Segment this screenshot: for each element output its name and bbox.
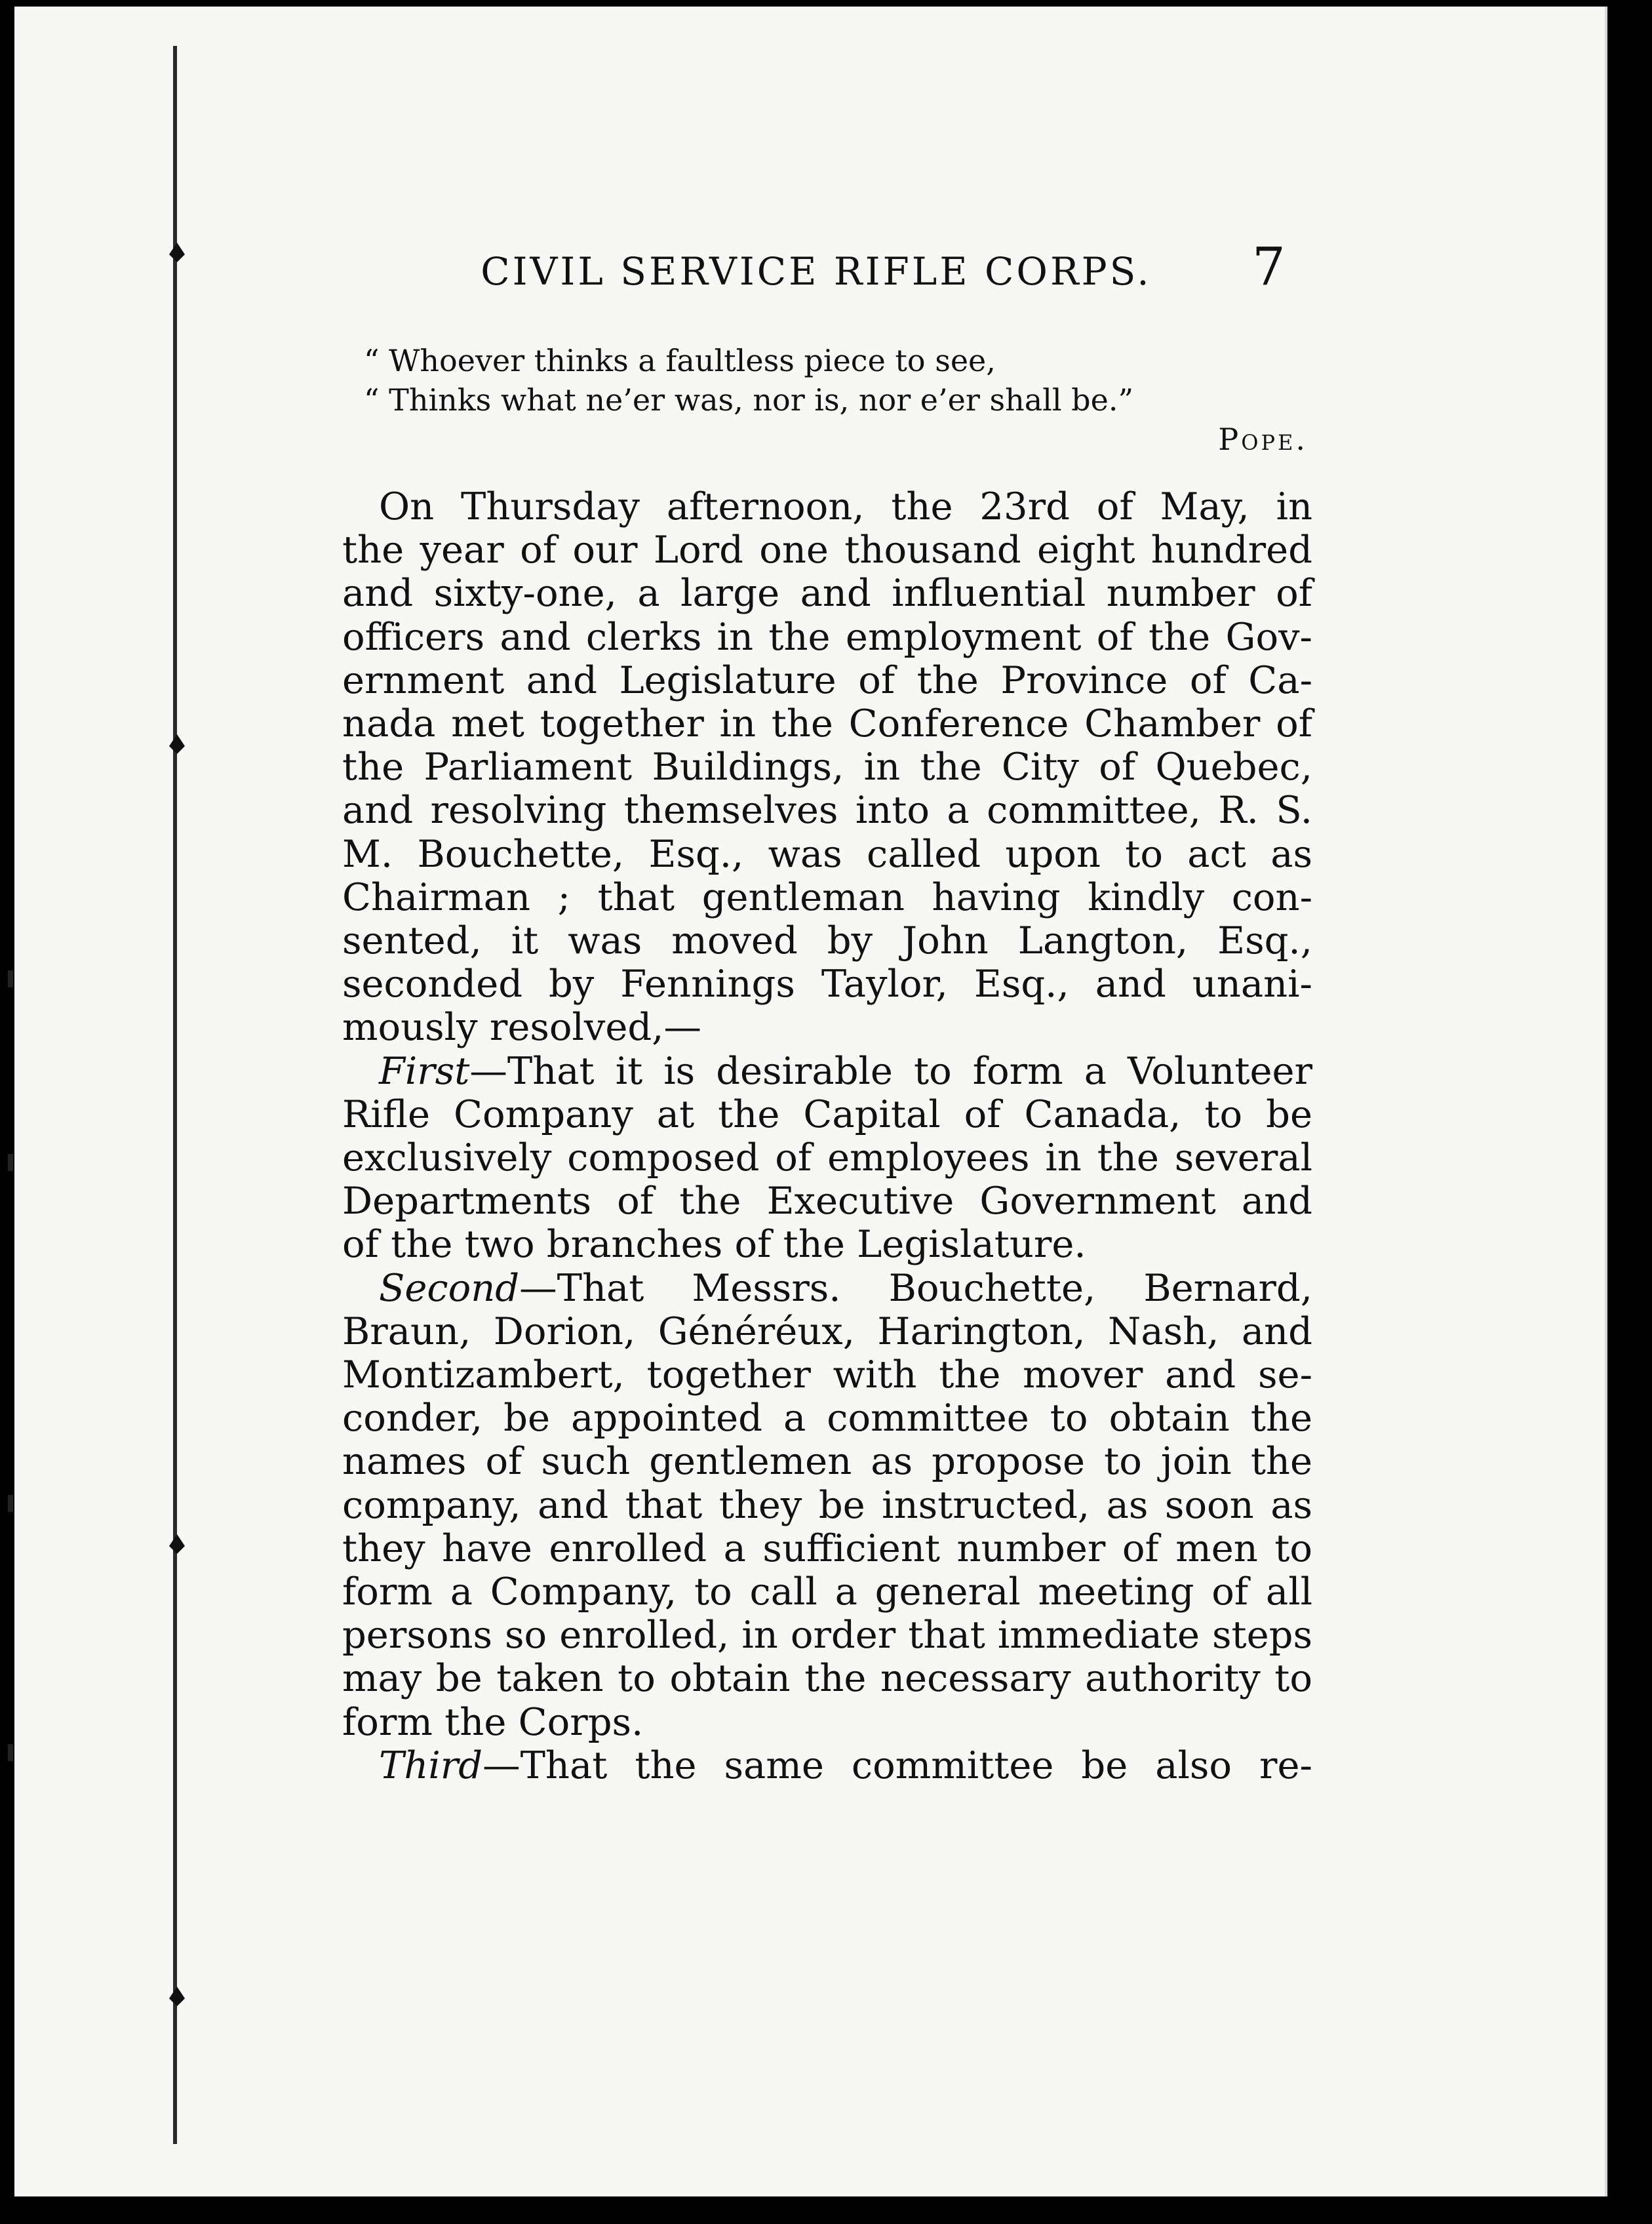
text-line: persons so enrolled, in order that immediate steps bbox=[342, 1613, 1312, 1658]
text-line: officers and clerks in the employment of the Gov- bbox=[342, 614, 1312, 659]
text-line: M. Bouchette, Esq., was called upon to act as bbox=[342, 831, 1312, 876]
resolution-label-third: Third bbox=[379, 1743, 483, 1787]
text-line: names of such gentlemen as propose to join the bbox=[342, 1439, 1312, 1484]
text-line-third-resolution bbox=[342, 1744, 1312, 1787]
resolution-text: —That it is desirable to form a Volunteer bbox=[469, 1048, 1312, 1093]
text-line: Braun, Dorion, Généréux, Harington, Nash, and bbox=[342, 1309, 1312, 1353]
binding-stitch bbox=[169, 1987, 185, 2006]
text-line: seconded by Fennings Taylor, Esq., and unani- bbox=[342, 962, 1312, 1006]
epigraph-line: “ Thinks what ne’er was, nor is, nor e’er shall be.” bbox=[364, 382, 1133, 418]
binding-line bbox=[173, 46, 177, 2144]
text-line: On Thursday afternoon, the 23rd of May, in bbox=[379, 485, 1312, 528]
text-line: of the two branches of the Legislature. bbox=[342, 1222, 1086, 1267]
gutter-mark bbox=[8, 1495, 13, 1512]
gutter-mark bbox=[8, 1744, 13, 1761]
text-line: the Parliament Buildings, in the City of Quebec, bbox=[342, 745, 1312, 789]
text-line: Rifle Company at the Capital of Canada, to be bbox=[342, 1092, 1312, 1136]
gutter-mark bbox=[8, 970, 13, 987]
text-line: may be taken to obtain the necessary authority to bbox=[342, 1656, 1312, 1701]
resolution-label-first: First bbox=[379, 1048, 470, 1093]
text-line: sented, it was moved by John Langton, Esq., bbox=[342, 919, 1312, 963]
text-line: exclusively composed of employees in the several bbox=[342, 1136, 1312, 1180]
text-line: they have enrolled a sufficient number of men to bbox=[342, 1526, 1312, 1570]
text-line: Chairman ; that gentleman having kindly con- bbox=[342, 875, 1312, 919]
binding-stitch bbox=[169, 734, 185, 754]
text-line: the year of our Lord one thousand eight hundred bbox=[342, 528, 1312, 572]
epigraph-attribution: Pope. bbox=[1218, 422, 1308, 457]
epigraph-line: “ Whoever thinks a faultless piece to see, bbox=[364, 343, 996, 378]
text-line: form the Corps. bbox=[342, 1699, 644, 1744]
text-line-first-resolution bbox=[342, 1050, 1312, 1093]
body-text bbox=[342, 485, 1312, 1787]
text-line: company, and that they be instructed, as soon as bbox=[342, 1482, 1312, 1527]
resolution-text: —That the same committee be also re- bbox=[482, 1743, 1312, 1787]
text-line: and resolving themselves into a committee, R. S. bbox=[342, 788, 1312, 833]
resolution-text: —That Messrs. Bouchette, Bernard, bbox=[519, 1265, 1312, 1310]
text-line: nada met together in the Conference Chamber of bbox=[342, 702, 1312, 746]
gutter-mark bbox=[8, 1154, 13, 1171]
binding-stitch bbox=[169, 243, 185, 262]
epigraph bbox=[364, 341, 1308, 459]
text-line: Departments of the Executive Government and bbox=[342, 1179, 1312, 1223]
text-line: conder, be appointed a committee to obtain the bbox=[342, 1396, 1312, 1440]
scan-edge-right bbox=[1607, 0, 1652, 2224]
text-line: and sixty-one, a large and influential number of bbox=[342, 571, 1312, 616]
text-line: ernment and Legislature of the Province of Ca- bbox=[342, 658, 1312, 702]
scan-edge-left bbox=[0, 0, 14, 2224]
text-line: mously resolved,— bbox=[342, 1005, 701, 1050]
text-line: Montizambert, together with the mover and se- bbox=[342, 1353, 1312, 1397]
binding-stitch bbox=[169, 1534, 185, 1554]
page-number: 7 bbox=[1252, 236, 1286, 297]
text-line: form a Company, to call a general meeting of all bbox=[342, 1570, 1312, 1614]
running-head: CIVIL SERVICE RIFLE CORPS. bbox=[481, 249, 1152, 294]
text-line-second-resolution bbox=[342, 1267, 1312, 1310]
resolution-label-second: Second bbox=[379, 1265, 520, 1310]
